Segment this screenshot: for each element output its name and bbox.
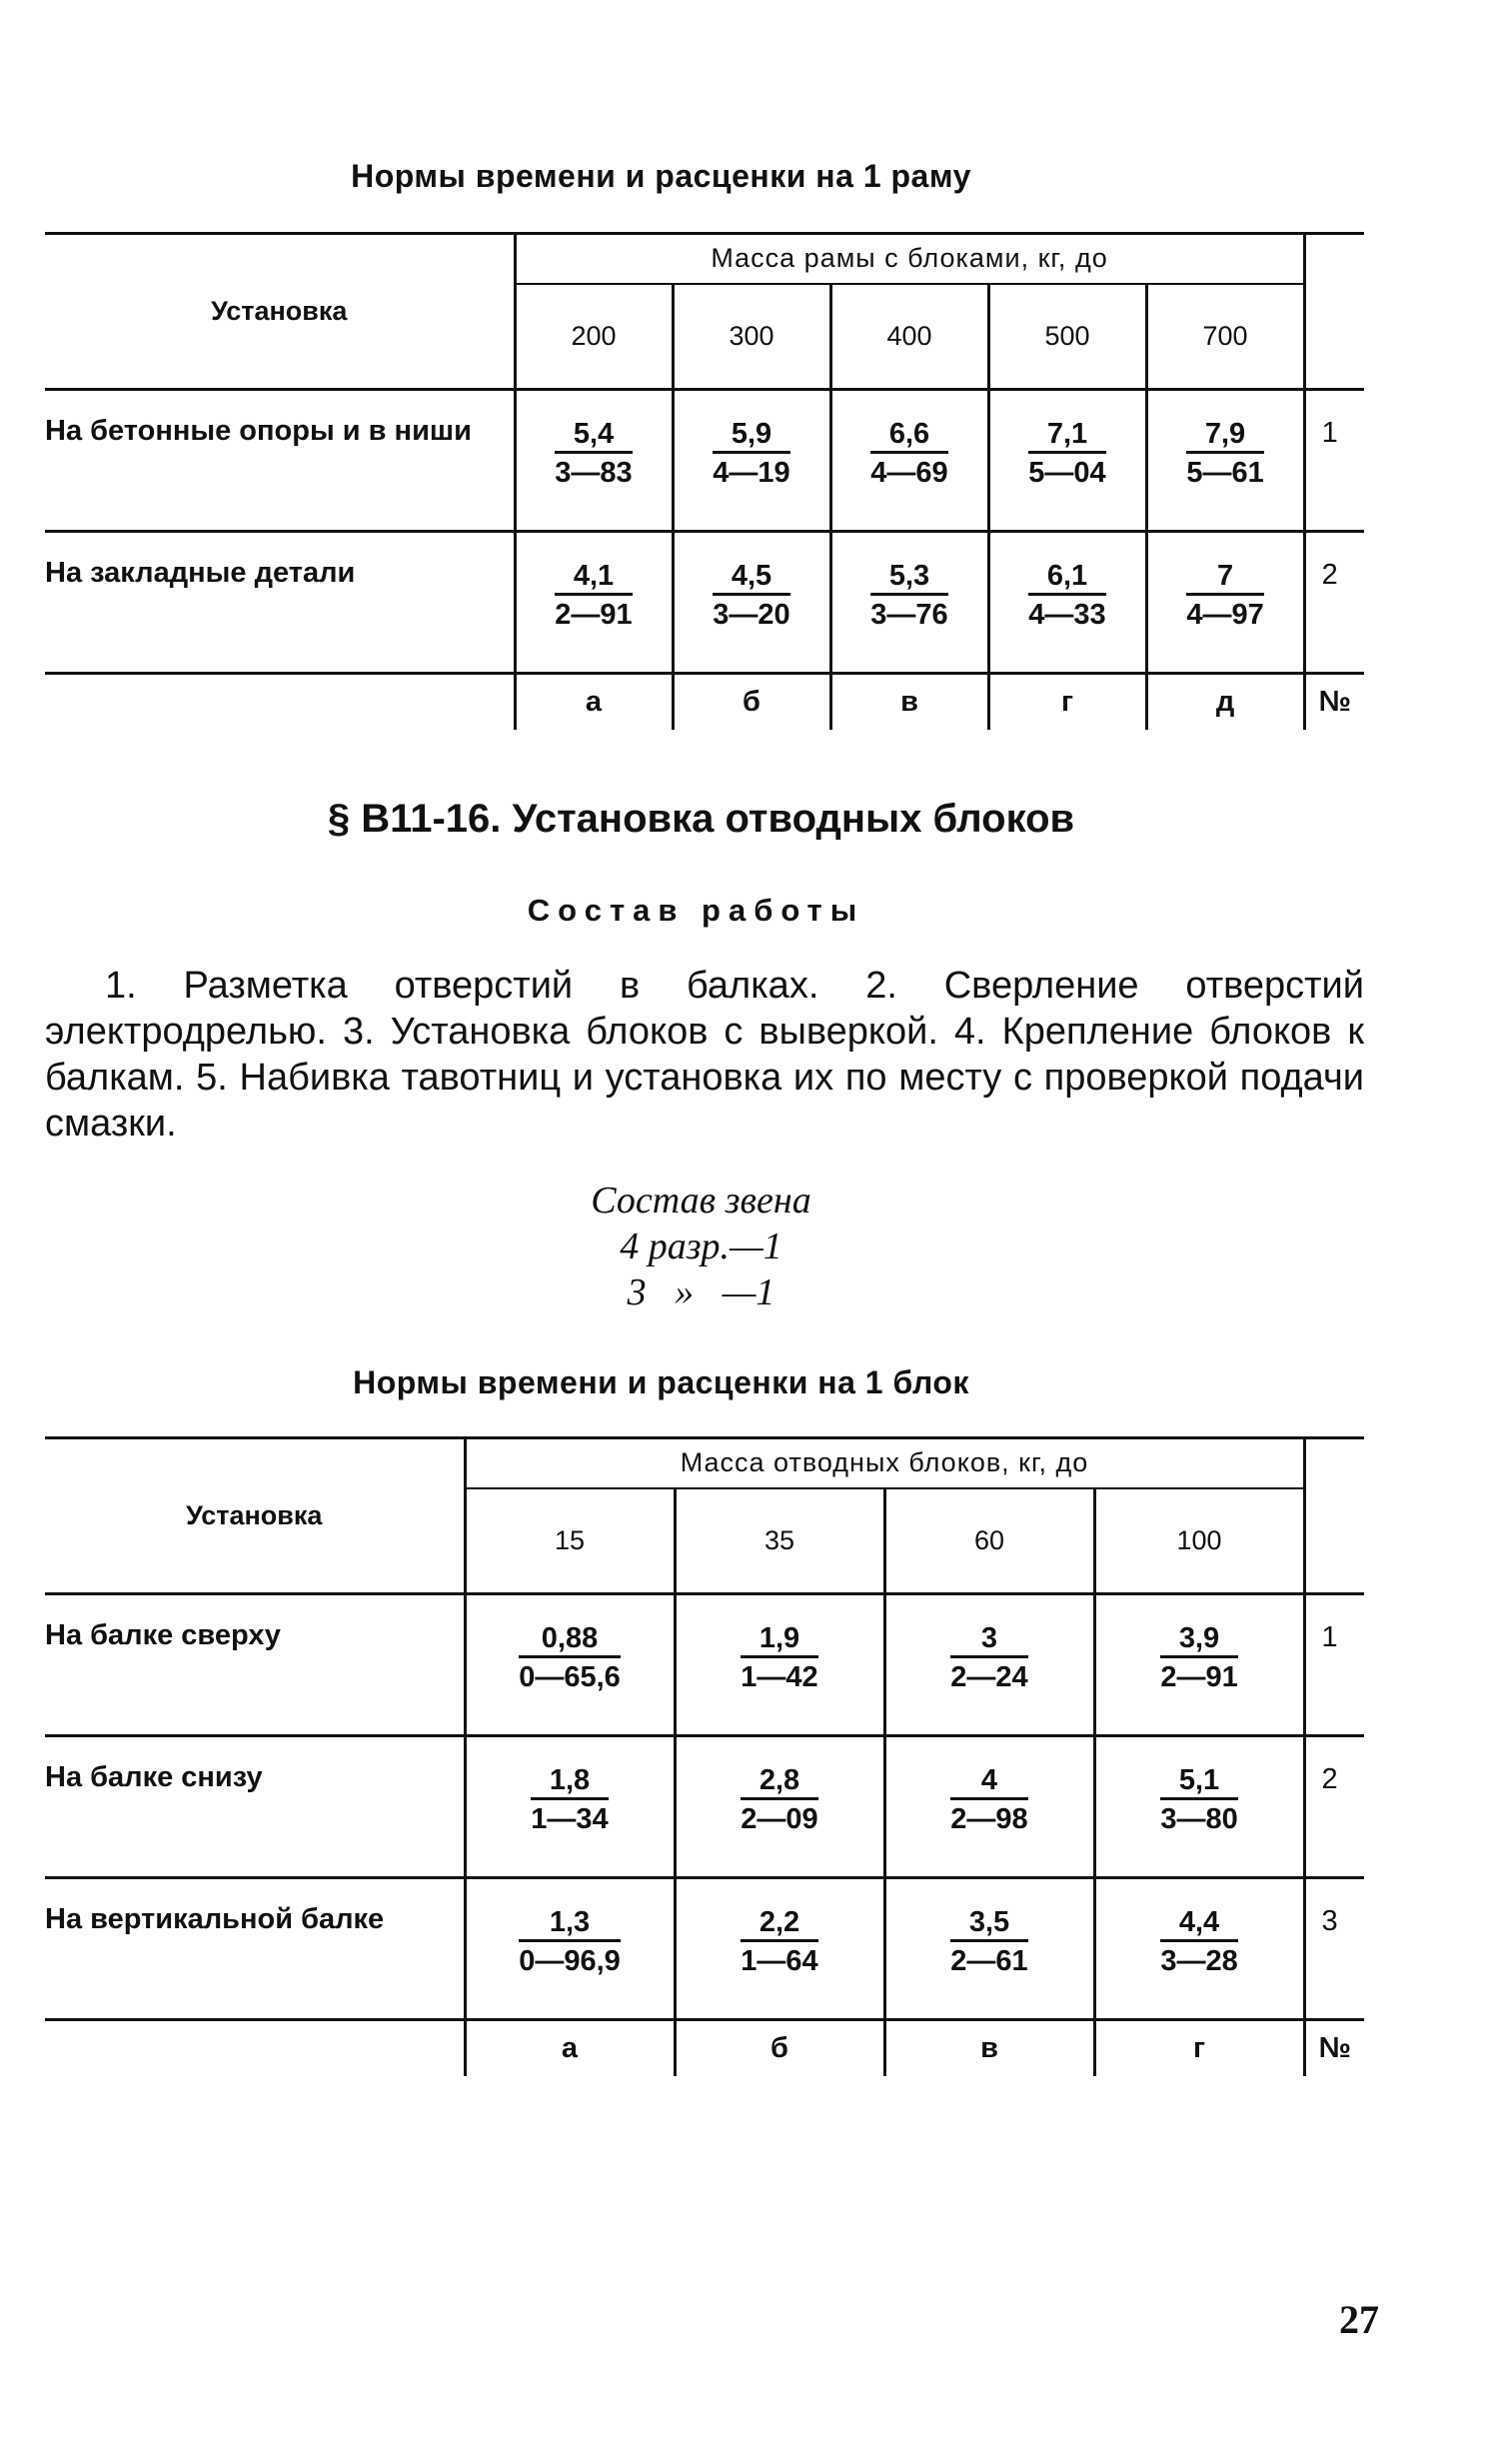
section-subheading: Состав работы bbox=[527, 893, 865, 928]
column-header: 500 bbox=[988, 284, 1146, 390]
column-header: 400 bbox=[830, 284, 988, 390]
price-value: 2—98 bbox=[950, 1803, 1028, 1835]
price-value: 3—83 bbox=[555, 457, 633, 489]
table-cell bbox=[1094, 1878, 1304, 2020]
table-cell bbox=[465, 1878, 675, 2020]
row-number: 2 bbox=[1304, 532, 1364, 674]
price-value: 5—04 bbox=[1028, 457, 1106, 489]
price-value: 4—33 bbox=[1028, 599, 1106, 631]
section-heading: § В11-16. Установка отводных блоков bbox=[327, 797, 1075, 841]
table-cell bbox=[515, 390, 673, 532]
table-cell bbox=[1094, 1736, 1304, 1878]
norm-value: 5,9 bbox=[713, 417, 789, 454]
row-label: На закладные детали bbox=[45, 532, 515, 674]
price-value: 2—24 bbox=[950, 1661, 1028, 1693]
table-cell bbox=[988, 532, 1146, 674]
price-value: 3—20 bbox=[713, 599, 790, 631]
price-value: 1—34 bbox=[531, 1803, 609, 1835]
price-value: 1—42 bbox=[741, 1661, 818, 1693]
table-cell bbox=[884, 1878, 1094, 2020]
number-sign: № bbox=[1304, 674, 1364, 730]
table-cell bbox=[675, 1594, 884, 1736]
table-cell bbox=[675, 1736, 884, 1878]
table-cell bbox=[1094, 1594, 1304, 1736]
price-value: 2—91 bbox=[1160, 1661, 1238, 1693]
norm-value: 2,8 bbox=[741, 1763, 817, 1800]
column-letter: г bbox=[1094, 2020, 1304, 2076]
number-sign: № bbox=[1304, 2020, 1364, 2076]
price-value: 2—09 bbox=[741, 1803, 818, 1835]
row-label: На бетонные опоры и в ниши bbox=[45, 390, 515, 532]
norm-value: 4,4 bbox=[1160, 1905, 1237, 1942]
norms-table-block bbox=[45, 1436, 1364, 2076]
price-value: 2—91 bbox=[555, 599, 633, 631]
mass-header: Масса рамы с блоками, кг, до bbox=[515, 234, 1304, 284]
header-label: Установка bbox=[45, 1438, 465, 1594]
price-value: 0—96,9 bbox=[519, 1945, 621, 1977]
norm-value: 3,9 bbox=[1160, 1621, 1237, 1658]
row-number: 3 bbox=[1304, 1878, 1364, 2020]
column-header: 300 bbox=[673, 284, 830, 390]
norm-value: 1,3 bbox=[519, 1905, 621, 1942]
page-number: 27 bbox=[1339, 2297, 1379, 2342]
price-value: 3—76 bbox=[870, 599, 948, 631]
norm-value: 7 bbox=[1186, 559, 1263, 596]
norm-value: 2,2 bbox=[741, 1905, 817, 1942]
column-letter: г bbox=[988, 674, 1146, 730]
column-letter: б bbox=[673, 674, 830, 730]
row-number: 2 bbox=[1304, 1736, 1364, 1878]
table-cell bbox=[673, 390, 830, 532]
crew-title: Состав звена bbox=[591, 1180, 811, 1222]
price-value: 5—61 bbox=[1186, 457, 1264, 489]
norm-value: 5,3 bbox=[870, 559, 947, 596]
norm-value: 5,4 bbox=[555, 417, 632, 454]
column-letter: в bbox=[884, 2020, 1094, 2076]
norm-value: 4,1 bbox=[555, 559, 632, 596]
table-cell bbox=[675, 1878, 884, 2020]
row-number: 1 bbox=[1304, 390, 1364, 532]
number-column-head bbox=[1304, 234, 1364, 390]
table-cell bbox=[515, 532, 673, 674]
norm-value: 5,1 bbox=[1160, 1763, 1237, 1800]
work-description-text: 1. Разметка отверстий в балках. 2. Сверление отверстий электродрелью. 3. Установка блоков с выверкой. 4. Крепление блоков к балкам. 5. Набивка тавотниц и установка их по месту с проверкой подачи смазки. bbox=[45, 965, 1364, 1145]
column-letter: а bbox=[465, 2020, 675, 2076]
norm-value: 4 bbox=[950, 1763, 1027, 1800]
row-label: На вертикальной балке bbox=[45, 1878, 465, 2020]
row-label: На балке сверху bbox=[45, 1594, 465, 1736]
table2-caption: Нормы времени и расценки на 1 блок bbox=[353, 1364, 969, 1400]
column-letter: б bbox=[675, 2020, 884, 2076]
row-number: 1 bbox=[1304, 1594, 1364, 1736]
norm-value: 3,5 bbox=[950, 1905, 1027, 1942]
column-header: 60 bbox=[884, 1488, 1094, 1594]
norm-value: 6,1 bbox=[1028, 559, 1105, 596]
column-header: 700 bbox=[1146, 284, 1304, 390]
price-value: 4—19 bbox=[713, 457, 790, 489]
norm-value: 3 bbox=[950, 1621, 1027, 1658]
column-letter: в bbox=[830, 674, 988, 730]
table-cell bbox=[988, 390, 1146, 532]
price-value: 3—28 bbox=[1160, 1945, 1238, 1977]
table-cell bbox=[465, 1594, 675, 1736]
table-cell bbox=[673, 532, 830, 674]
crew-line: 4 разр.—1 bbox=[620, 1226, 782, 1267]
norm-value: 4,5 bbox=[713, 559, 789, 596]
table-cell bbox=[884, 1594, 1094, 1736]
crew-line: 3 » —1 bbox=[627, 1271, 775, 1313]
column-letter: а bbox=[515, 674, 673, 730]
norm-value: 7,1 bbox=[1028, 417, 1105, 454]
row-label: На балке снизу bbox=[45, 1736, 465, 1878]
norm-value: 7,9 bbox=[1186, 417, 1263, 454]
table-cell bbox=[1146, 390, 1304, 532]
table-cell bbox=[884, 1736, 1094, 1878]
table-cell bbox=[830, 390, 988, 532]
header-label: Установка bbox=[45, 234, 515, 390]
column-header: 15 bbox=[465, 1488, 675, 1594]
mass-header: Масса отводных блоков, кг, до bbox=[465, 1438, 1304, 1488]
column-letter: д bbox=[1146, 674, 1304, 730]
letter-row-spacer bbox=[45, 2020, 465, 2076]
table-cell bbox=[830, 532, 988, 674]
norm-value: 0,88 bbox=[519, 1621, 621, 1658]
number-column-head bbox=[1304, 1438, 1364, 1594]
price-value: 1—64 bbox=[741, 1945, 818, 1977]
price-value: 4—97 bbox=[1186, 599, 1264, 631]
price-value: 0—65,6 bbox=[519, 1661, 621, 1693]
work-description bbox=[45, 963, 1364, 1147]
price-value: 4—69 bbox=[870, 457, 948, 489]
norm-value: 1,9 bbox=[741, 1621, 817, 1658]
price-value: 2—61 bbox=[950, 1945, 1028, 1977]
crew-composition bbox=[0, 1178, 1452, 1315]
column-header: 35 bbox=[675, 1488, 884, 1594]
price-value: 3—80 bbox=[1160, 1803, 1238, 1835]
norm-value: 6,6 bbox=[870, 417, 947, 454]
table-cell bbox=[1146, 532, 1304, 674]
table-cell bbox=[465, 1736, 675, 1878]
column-header: 200 bbox=[515, 284, 673, 390]
letter-row-spacer bbox=[45, 674, 515, 730]
column-header: 100 bbox=[1094, 1488, 1304, 1594]
table1-caption: Нормы времени и расценки на 1 раму bbox=[351, 158, 971, 194]
norm-value: 1,8 bbox=[531, 1763, 608, 1800]
norms-table-frame bbox=[45, 232, 1364, 730]
